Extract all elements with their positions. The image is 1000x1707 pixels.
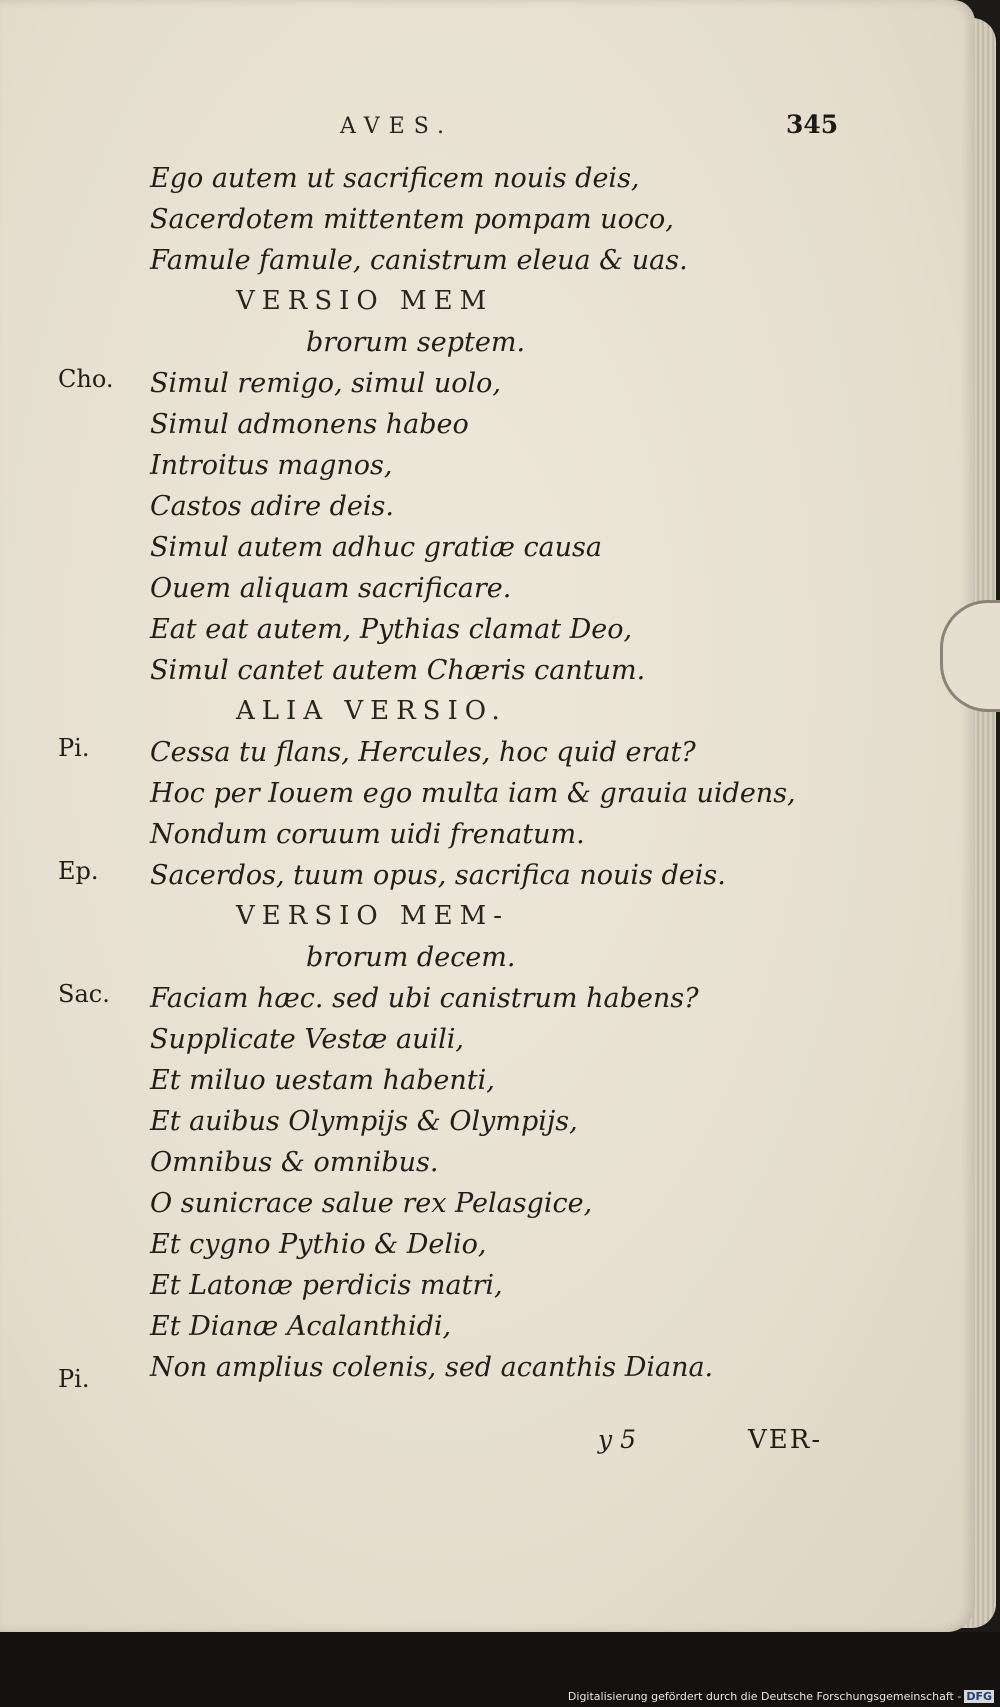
text-line: Sacerdos, tuum opus, sacrifica nouis deis. (150, 860, 726, 891)
dfg-logo: DFG (966, 1690, 992, 1703)
text-line: Sacerdotem mittentem pompam uoco, (150, 204, 674, 235)
text-line: Simul cantet autem Chæris cantum. (150, 655, 646, 686)
text-line: O sunicrace salue rex Pelasgice, (150, 1188, 593, 1219)
text-line: Non amplius colenis, sed acanthis Diana. (150, 1352, 714, 1383)
text-line: Hoc per Iouem ego multa iam & grauia uidens, (150, 778, 796, 809)
text-line: Et Latonæ perdicis matri, (150, 1270, 503, 1301)
text-line: Et auibus Olympijs & Olympijs, (150, 1106, 578, 1137)
speaker-sac: Sac. (58, 980, 110, 1008)
speaker-pi: Pi. (58, 734, 90, 762)
digitization-credit (568, 1690, 994, 1703)
text-line: Et Dianæ Acalanthidi, (150, 1311, 452, 1342)
text-line: Omnibus & omnibus. (150, 1147, 439, 1178)
section-heading: VERSIO MEM (236, 286, 494, 316)
text-line: Et cygno Pythio & Delio, (150, 1229, 487, 1260)
text-line: Cessa tu flans, Hercules, hoc quid erat? (150, 737, 696, 768)
section-heading-cont: brorum decem. (306, 942, 516, 973)
text-line: Nondum coruum uidi frenatum. (150, 819, 585, 850)
signature-mark: y 5 (598, 1425, 636, 1454)
text-line: Castos adire deis. (150, 491, 394, 522)
section-heading: ALIA VERSIO. (236, 696, 507, 726)
section-heading: VERSIO MEM- (236, 901, 510, 931)
text-line: Ouem aliquam sacrificare. (150, 573, 512, 604)
page-footer (598, 1425, 848, 1454)
text-line: Simul autem adhuc gratiæ causa (150, 532, 602, 563)
text-line: Famule famule, canistrum eleua & uas. (150, 245, 688, 276)
running-head: AVES. (340, 114, 454, 139)
section-heading-cont: brorum septem. (306, 327, 526, 358)
verse-text (150, 158, 910, 1388)
text-line: Et miluo uestam habenti, (150, 1065, 495, 1096)
speaker-cho: Cho. (58, 365, 114, 393)
text-line: Ego autem ut sacrificem nouis deis, (150, 163, 640, 194)
speaker-ep: Ep. (58, 857, 99, 885)
credit-text: Digitalisierung gefördert durch die Deutsche Forschungsgemeinschaft - (567, 1690, 962, 1703)
catchword: VER- (748, 1425, 823, 1455)
page-number: 345 (786, 110, 839, 139)
speaker-pi-2: Pi. (58, 1365, 90, 1393)
text-line: Simul admonens habeo (150, 409, 469, 440)
text-line: Introitus magnos, (150, 450, 393, 481)
text-line: Supplicate Vestæ auili, (150, 1024, 464, 1055)
text-line: Faciam hæc. sed ubi canistrum habens? (150, 983, 699, 1014)
text-line: Eat eat autem, Pythias clamat Deo, (150, 614, 633, 645)
text-line: Simul remigo, simul uolo, (150, 368, 501, 399)
